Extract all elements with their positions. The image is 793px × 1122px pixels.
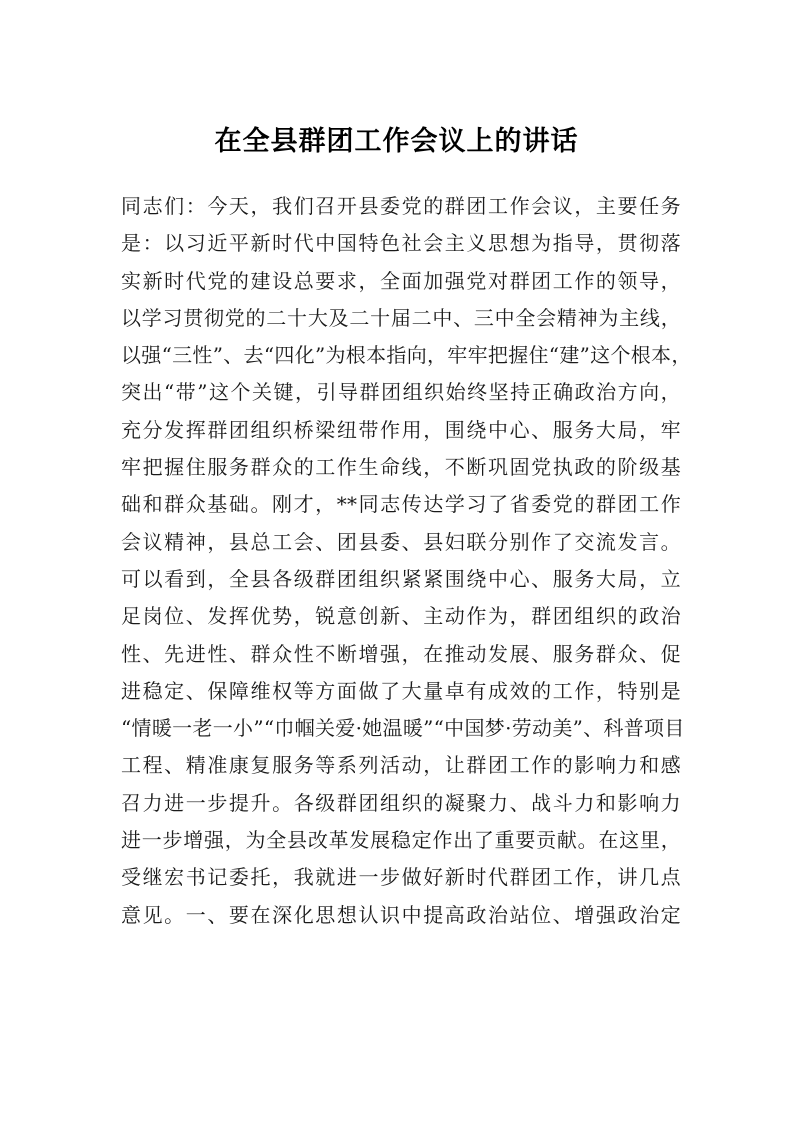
- body-line: 进一步增强，为全县改革发展稳定作出了重要贡献。在这里，: [121, 828, 681, 853]
- body-line: 以学习贯彻党的二十大及二十届二中、三中全会精神为主线，: [121, 305, 681, 330]
- body-line: 受继宏书记委托，我就进一步做好新时代群团工作，讲几点: [121, 865, 681, 890]
- body-line: 召力进一步提升。各级群团组织的凝聚力、战斗力和影响力: [121, 790, 681, 815]
- body-line: 性、先进性、群众性不断增强，在推动发展、服务群众、促: [121, 641, 681, 666]
- document-body: [121, 188, 692, 934]
- body-line: 础和群众基础。刚才，**同志传达学习了省委党的群团工作: [121, 492, 681, 517]
- body-line: 实新时代党的建设总要求，全面加强党对群团工作的领导，: [121, 268, 681, 293]
- body-line: 工程、精准康复服务等系列活动，让群团工作的影响力和感: [121, 753, 681, 778]
- body-line: 突出“带”这个关键，引导群团组织始终坚持正确政治方向，: [121, 380, 681, 405]
- body-line: 是：以习近平新时代中国特色社会主义思想为指导，贯彻落: [121, 231, 681, 256]
- body-line: 充分发挥群团组织桥梁纽带作用，围绕中心、服务大局，牢: [121, 417, 681, 442]
- body-line: 意见。一、要在深化思想认识中提高政治站位、增强政治定: [121, 902, 681, 927]
- body-line: 进稳定、保障维权等方面做了大量卓有成效的工作，特别是: [121, 678, 681, 703]
- body-line: 会议精神，县总工会、团县委、县妇联分别作了交流发言。: [121, 529, 681, 554]
- body-line: 同志们：今天，我们召开县委党的群团工作会议，主要任务: [121, 194, 681, 218]
- body-line: 牢把握住服务群众的工作生命线，不断巩固党执政的阶级基: [121, 455, 681, 480]
- body-line: 可以看到，全县各级群团组织紧紧围绕中心、服务大局，立: [121, 566, 681, 591]
- body-line: “情暖一老一小”“巾帼关爱·她温暖”“中国梦·劳动美”、科普项目: [121, 716, 685, 741]
- document-title: 在全县群团工作会议上的讲话: [214, 126, 579, 157]
- body-line: 以强“三性”、去“四化”为根本指向，牢牢把握住“建”这个根本，: [121, 343, 692, 368]
- body-line: 足岗位、发挥优势，锐意创新、主动作为，群团组织的政治: [121, 604, 681, 629]
